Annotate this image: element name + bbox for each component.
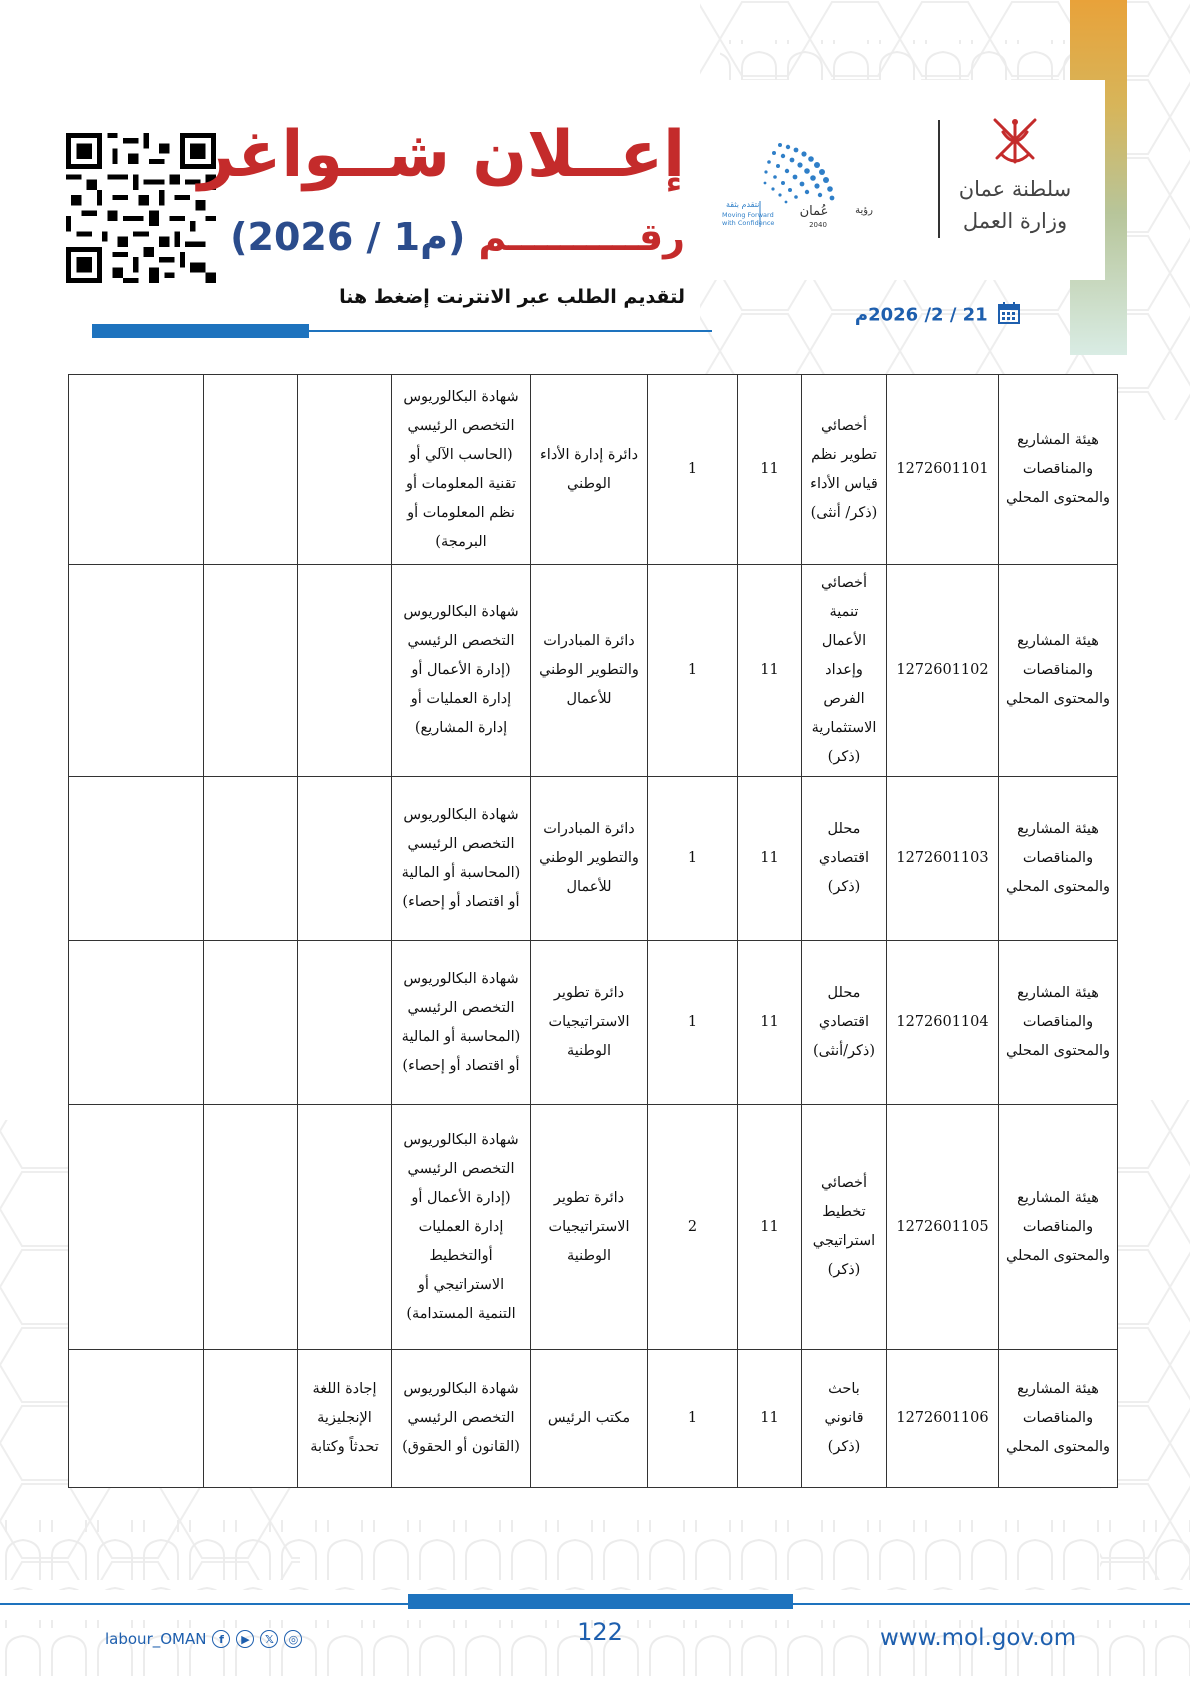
- vision-name: عُمان: [799, 204, 829, 219]
- cell-entity: هيئة المشاريع والمناقصات والمحتوى المحلي: [999, 941, 1118, 1105]
- table-row: [69, 1350, 1118, 1488]
- title-underline: [92, 330, 712, 332]
- cell-requirement: [298, 565, 392, 777]
- cell-extra: [204, 1350, 298, 1488]
- social-handle[interactable]: labour_OMAN: [105, 1630, 207, 1648]
- cell-extra: [69, 941, 204, 1105]
- vision-tagline-en-1: Moving Forward: [722, 211, 774, 219]
- number-label: رقــــــــــم: [478, 215, 685, 259]
- page-title: إعــلان شــواغر: [197, 118, 685, 192]
- cell-requirement: [298, 1105, 392, 1350]
- ministry-line-1: سلطنة عمان: [958, 177, 1072, 201]
- ministry-of-labour-logo: [955, 110, 1075, 245]
- page-number: 122: [577, 1618, 623, 1646]
- cell-department: مكتب الرئيس: [531, 1350, 648, 1488]
- calendar-icon: [998, 302, 1020, 329]
- cell-job-code: 1272601106: [887, 1350, 999, 1488]
- table-row: [69, 1105, 1118, 1350]
- cell-qualification: شهادة البكالوريوس التخصص الرئيسي (القانون أو الحقوق): [392, 1350, 531, 1488]
- cell-qualification: شهادة البكالوريوس التخصص الرئيسي (المحاسبة أو المالية أو اقتصاد أو إحصاء): [392, 941, 531, 1105]
- cell-entity: هيئة المشاريع والمناقصات والمحتوى المحلي: [999, 1105, 1118, 1350]
- announcement-date: [854, 302, 1020, 329]
- table-row: [69, 941, 1118, 1105]
- cell-vacancy-count: 1: [648, 1350, 738, 1488]
- cell-vacancy-count: 1: [648, 565, 738, 777]
- cell-entity: هيئة المشاريع والمناقصات والمحتوى المحلي: [999, 777, 1118, 941]
- cell-vacancy-count: 1: [648, 777, 738, 941]
- cell-job-title: أخصائي تطوير نظم قياس الأداء (ذكر/ أنثى): [802, 375, 887, 565]
- vision-tagline-ar: نتقدم بثقة: [726, 200, 760, 209]
- apply-online-link[interactable]: لتقديم الطلب عبر الانترنت إضغط هنا: [339, 286, 685, 308]
- cell-qualification: شهادة البكالوريوس التخصص الرئيسي (إدارة الأعمال أو إدارة العمليات أوالتخطيط الاستراتيجي أو التنمية المستدامة): [392, 1105, 531, 1350]
- cell-job-code: 1272601104: [887, 941, 999, 1105]
- cell-grade: 11: [738, 1105, 802, 1350]
- vision-word: رؤية: [855, 205, 873, 216]
- cell-department: دائرة المبادرات والتطوير الوطني للأعمال: [531, 777, 648, 941]
- footer-line-thick: [408, 1594, 793, 1609]
- cell-requirement: [298, 375, 392, 565]
- cell-extra: [69, 565, 204, 777]
- cell-job-title: أخصائي تخطيط استراتيجي (ذكر): [802, 1105, 887, 1350]
- cell-job-title: محلل اقتصادي (ذكر): [802, 777, 887, 941]
- cell-department: دائرة المبادرات والتطوير الوطني للأعمال: [531, 565, 648, 777]
- cell-vacancy-count: 1: [648, 941, 738, 1105]
- cell-extra: [204, 565, 298, 777]
- cell-qualification: شهادة البكالوريوس التخصص الرئيسي (إدارة الأعمال أو إدارة العمليات أو إدارة المشاريع): [392, 565, 531, 777]
- cell-vacancy-count: 1: [648, 375, 738, 565]
- oman-vision-2040-logo: [722, 135, 922, 245]
- cell-extra: [204, 777, 298, 941]
- cell-requirement: [298, 941, 392, 1105]
- table-row: [69, 777, 1118, 941]
- vision-year: 2040: [809, 221, 827, 229]
- table-row: [69, 375, 1118, 565]
- facebook-icon[interactable]: f: [212, 1630, 230, 1648]
- cell-job-title: محلل اقتصادي (ذكر/أنثى): [802, 941, 887, 1105]
- cell-qualification: شهادة البكالوريوس التخصص الرئيسي (الحاسب الآلي أو تقنية المعلومات أو نظم المعلومات أو البرمجة): [392, 375, 531, 565]
- table-row: [69, 565, 1118, 777]
- youtube-icon[interactable]: ▶: [236, 1630, 254, 1648]
- cell-extra: [204, 1105, 298, 1350]
- cell-department: دائرة تطوير الاستراتيجيات الوطنية: [531, 941, 648, 1105]
- vacancies-table-body: [69, 375, 1118, 1488]
- social-links: [105, 1630, 302, 1648]
- cell-grade: 11: [738, 375, 802, 565]
- cell-job-title: أخصائي تنمية الأعمال وإعداد الفرص الاستثمارية (ذكر): [802, 565, 887, 777]
- cell-extra: [69, 1105, 204, 1350]
- cell-job-code: 1272601105: [887, 1105, 999, 1350]
- cell-entity: هيئة المشاريع والمناقصات والمحتوى المحلي: [999, 565, 1118, 777]
- cell-extra: [204, 941, 298, 1105]
- cell-requirement: إجادة اللغة الإنجليزية تحدثاً وكتابة: [298, 1350, 392, 1488]
- website-link[interactable]: www.mol.gov.om: [880, 1625, 1077, 1651]
- ministry-line-2: وزارة العمل: [962, 209, 1068, 233]
- logo-divider: [938, 120, 940, 238]
- qr-code-icon[interactable]: [66, 133, 216, 283]
- vacancies-table: [68, 374, 1118, 1488]
- cell-department: دائرة تطوير الاستراتيجيات الوطنية: [531, 1105, 648, 1350]
- instagram-icon[interactable]: ◎: [284, 1630, 302, 1648]
- cell-grade: 11: [738, 941, 802, 1105]
- x-twitter-icon[interactable]: 𝕏: [260, 1630, 278, 1648]
- cell-job-code: 1272601101: [887, 375, 999, 565]
- cell-extra: [69, 1350, 204, 1488]
- cell-extra: [69, 375, 204, 565]
- cell-entity: هيئة المشاريع والمناقصات والمحتوى المحلي: [999, 1350, 1118, 1488]
- cell-grade: 11: [738, 1350, 802, 1488]
- cell-grade: 11: [738, 777, 802, 941]
- cell-entity: هيئة المشاريع والمناقصات والمحتوى المحلي: [999, 375, 1118, 565]
- cell-extra: [69, 777, 204, 941]
- cell-qualification: شهادة البكالوريوس التخصص الرئيسي (المحاسبة أو المالية أو اقتصاد أو إحصاء): [392, 777, 531, 941]
- vision-tagline-en-2: with Confidence: [722, 219, 775, 227]
- cell-grade: 11: [738, 565, 802, 777]
- date-text: 21 / 2/ 2026م: [854, 304, 988, 326]
- cell-job-code: 1272601103: [887, 777, 999, 941]
- number-value: (م1 / 2026): [230, 215, 466, 259]
- cell-extra: [204, 375, 298, 565]
- cell-job-title: باحث قانوني (ذكر): [802, 1350, 887, 1488]
- announcement-number: [230, 215, 685, 259]
- cell-department: دائرة إدارة الأداء الوطني: [531, 375, 648, 565]
- cell-requirement: [298, 777, 392, 941]
- cell-vacancy-count: 2: [648, 1105, 738, 1350]
- cell-job-code: 1272601102: [887, 565, 999, 777]
